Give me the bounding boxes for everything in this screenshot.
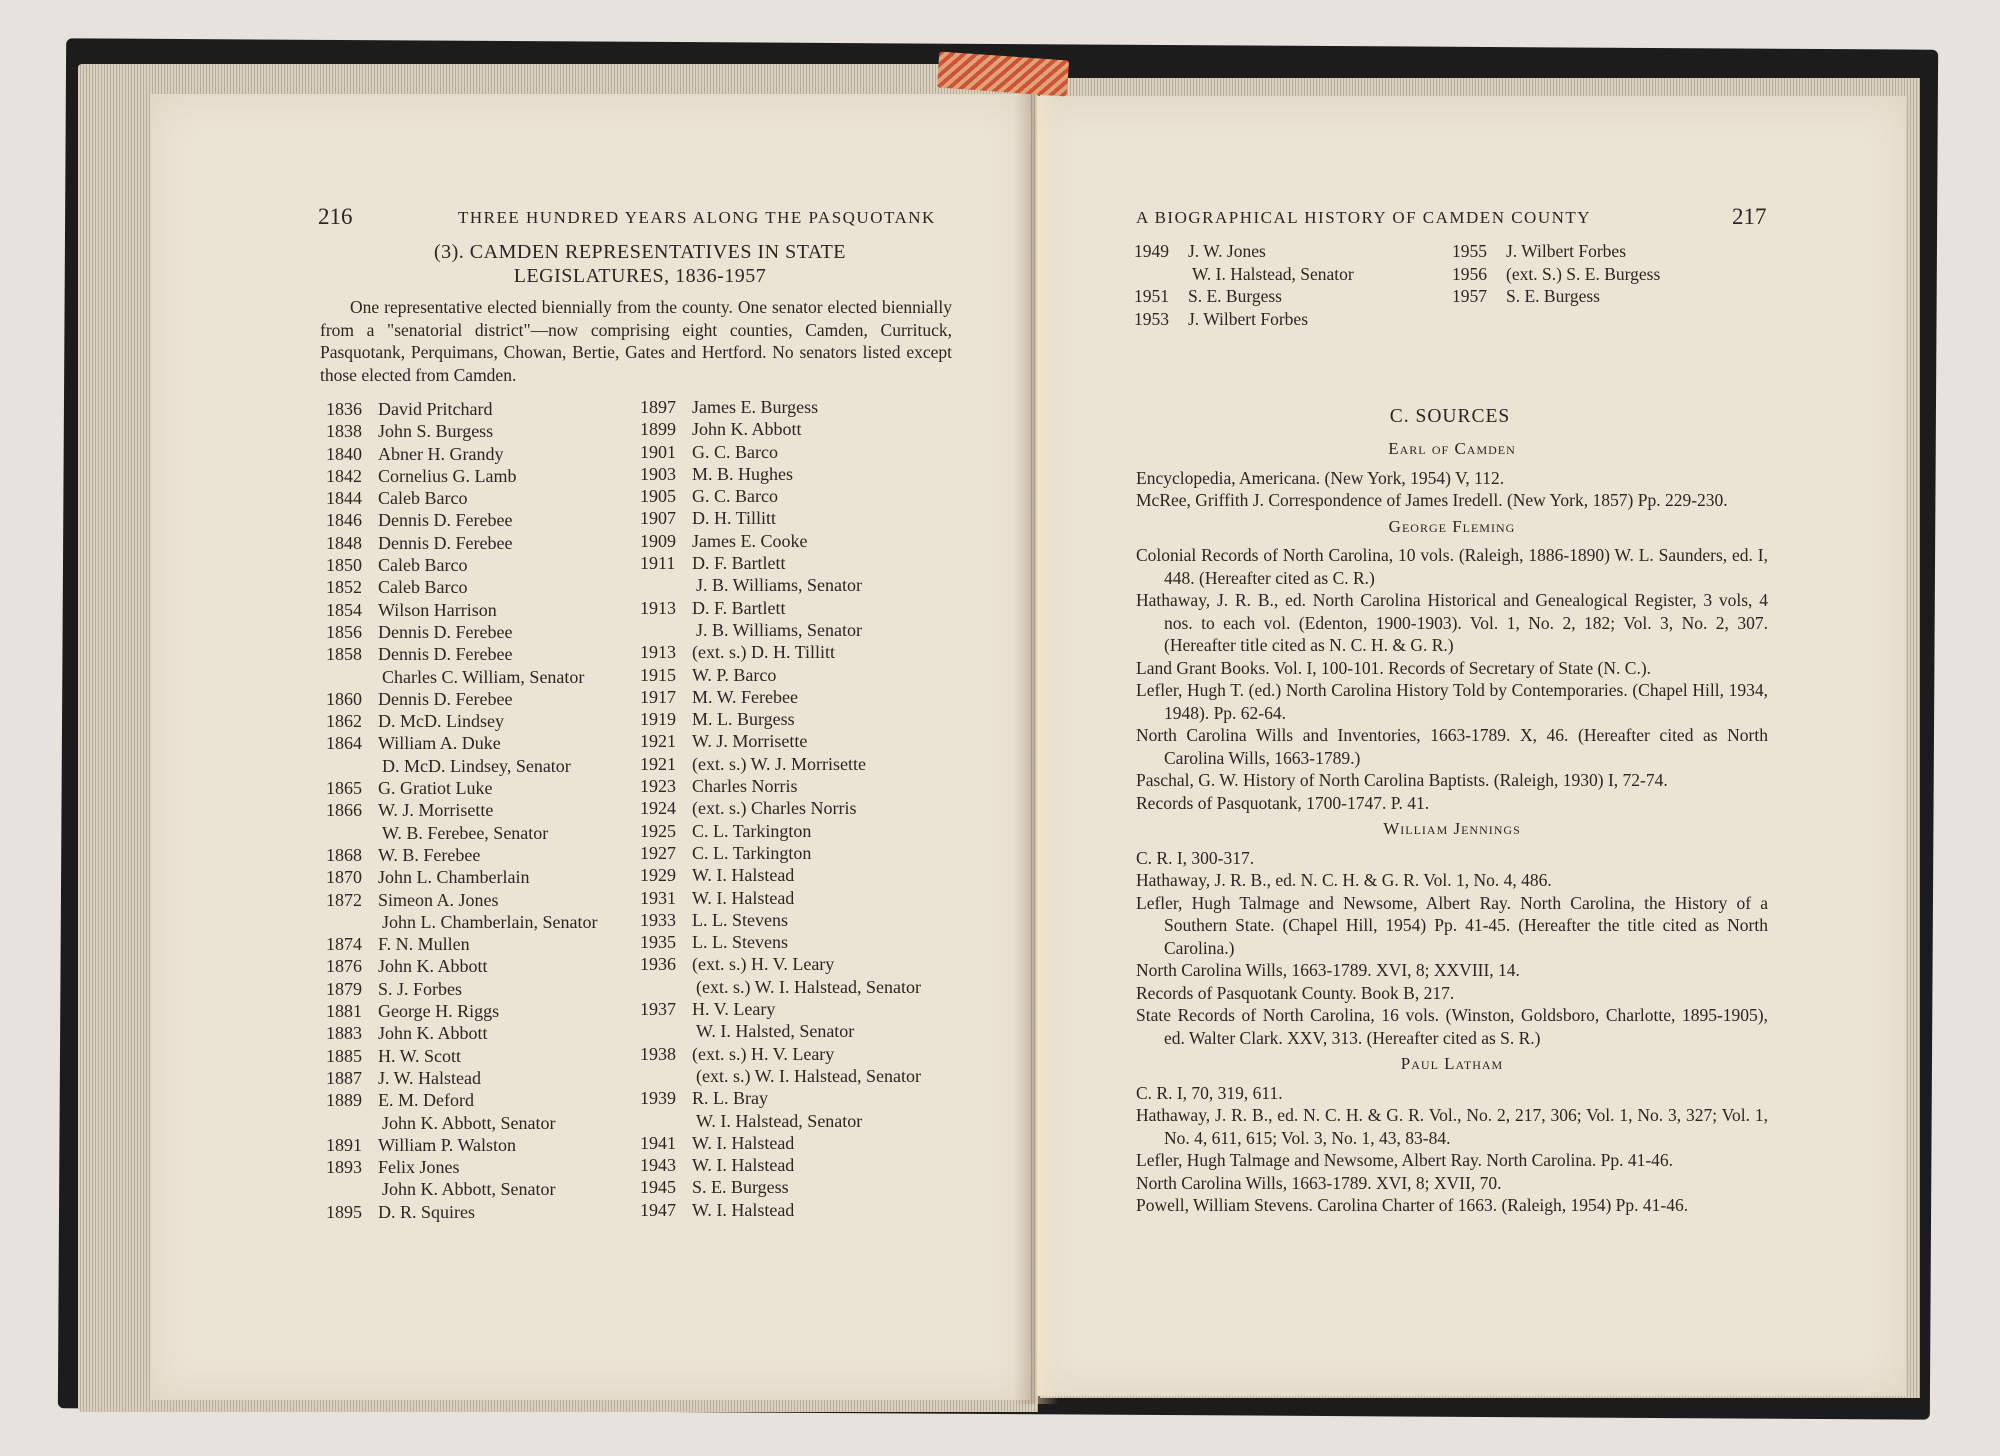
representative-name: George H. Riggs — [378, 1001, 500, 1022]
representatives-column-b — [640, 396, 921, 1221]
representative-name: G. C. Barco — [692, 441, 778, 462]
representative-name: J. Wilbert Forbes — [1188, 308, 1309, 329]
representative-row — [326, 1089, 597, 1111]
year — [640, 1065, 692, 1087]
source-entry: Colonial Records of North Carolina, 10 vols. (Raleigh, 1886-1890) W. L. Saunders, ed. I, 448. (Hereafter cited as C. R.) — [1136, 545, 1768, 588]
year: 1872 — [326, 889, 362, 910]
representative-row — [640, 864, 921, 886]
representative-name: Caleb Barco — [378, 555, 468, 576]
year: 1937 — [640, 999, 676, 1020]
representative-name: Charles C. William, Senator — [382, 666, 585, 687]
representative-name: (ext. s.) H. V. Leary — [692, 954, 835, 975]
source-entry: Lefler, Hugh T. (ed.) North Carolina History Told by Contemporaries. (Chapel Hill, 1934, 1948). Pp. 62-64. — [1136, 680, 1768, 723]
representative-name: D. McD. Lindsey — [378, 711, 504, 732]
representative-name: Caleb Barco — [378, 577, 468, 598]
representative-name: H. V. Leary — [692, 999, 776, 1020]
representative-row — [640, 909, 921, 931]
year: 1929 — [640, 865, 676, 886]
representative-name: C. L. Tarkington — [692, 842, 812, 863]
source-entry: Hathaway, J. R. B., ed. N. C. H. & G. R. Vol., No. 2, 217, 306; Vol. 1, No. 3, 327; Vol. 1, No. 4, 611, 615; Vol. 3, No. 1, 43, 83-84. — [1136, 1105, 1768, 1148]
representative-row — [326, 621, 597, 643]
year: 1936 — [640, 954, 676, 975]
source-group-heading: George Fleming — [1388, 516, 1516, 536]
source-group — [1136, 1053, 1768, 1217]
year: 1844 — [326, 488, 362, 509]
representative-row — [326, 1022, 597, 1044]
representative-row — [326, 710, 597, 732]
representative-row — [326, 1112, 597, 1134]
representative-row — [326, 1067, 597, 1089]
representative-row — [326, 911, 597, 933]
year: 1919 — [640, 709, 676, 730]
year: 1848 — [326, 532, 362, 553]
year: 1955 — [1452, 241, 1487, 261]
year: 1899 — [640, 419, 676, 440]
representative-row — [640, 1110, 921, 1132]
representative-row — [640, 1154, 921, 1176]
representative-name: W. I. Halstead — [692, 1132, 795, 1153]
continued-list-b — [1452, 240, 1660, 308]
year — [326, 911, 378, 933]
representative-row — [326, 1156, 597, 1178]
representative-row — [640, 931, 921, 953]
representative-row — [326, 933, 597, 955]
year: 1931 — [640, 887, 676, 908]
representative-name: James E. Cooke — [692, 530, 808, 551]
representative-row — [640, 998, 921, 1020]
source-entry: Lefler, Hugh Talmage and Newsome, Albert Ray. North Carolina. Pp. 41-46. — [1136, 1150, 1674, 1170]
representative-row — [640, 953, 921, 975]
representative-row — [1452, 285, 1660, 308]
year: 1887 — [326, 1067, 362, 1088]
representative-name: H. W. Scott — [378, 1045, 462, 1066]
representative-row — [326, 688, 597, 710]
year: 1876 — [326, 956, 362, 977]
year: 1881 — [326, 1001, 362, 1022]
representative-name: D. F. Bartlett — [692, 597, 786, 618]
representative-row — [640, 530, 921, 552]
year: 1866 — [326, 800, 362, 821]
year: 1913 — [640, 597, 676, 618]
year: 1943 — [640, 1155, 676, 1176]
year: 1865 — [326, 778, 362, 799]
year: 1935 — [640, 932, 676, 953]
representative-row — [326, 978, 597, 1000]
representative-name: Dennis D. Ferebee — [378, 532, 513, 553]
representative-name: M. L. Burgess — [692, 709, 795, 730]
representative-name: James E. Burgess — [692, 397, 819, 417]
representative-row — [326, 955, 597, 977]
representative-row — [640, 574, 921, 596]
year: 1895 — [326, 1201, 362, 1222]
intro-paragraph: One representative elected biennially from the county. One senator elected biennially from a "senatorial district"—now comprising eight counties, Camden, Currituck, Pasquotank, Perquimans, Chowan, Bertie, Gates and Hertford. No senators listed except those elected from Camden. — [320, 297, 952, 385]
representative-row — [326, 1134, 597, 1156]
representative-name: (ext. S.) S. E. Burgess — [1506, 263, 1661, 284]
representative-name: Dennis D. Ferebee — [378, 510, 513, 531]
representative-row — [640, 686, 921, 708]
year: 1911 — [640, 553, 676, 574]
year: 1856 — [326, 621, 362, 642]
year: 1925 — [640, 820, 676, 841]
representative-row — [640, 396, 921, 418]
representative-name: (ext. s.) W. J. Morrisette — [692, 753, 866, 774]
year: 1941 — [640, 1132, 676, 1153]
source-entry: North Carolina Wills, 1663-1789. XVI, 8; XVII, 70. — [1136, 1172, 1502, 1193]
left-folio: 216 — [318, 204, 353, 229]
source-group — [1136, 516, 1768, 815]
representative-name: D. McD. Lindsey, Senator — [382, 755, 571, 776]
representative-name: Simeon A. Jones — [378, 889, 499, 910]
representative-row — [640, 1065, 921, 1087]
year — [640, 1020, 692, 1042]
representative-row — [326, 465, 597, 487]
representative-name: W. I. Halstead, Senator — [696, 1110, 863, 1131]
year — [326, 666, 378, 688]
representative-name: W. B. Ferebee, Senator — [382, 822, 549, 843]
representative-row — [326, 732, 597, 754]
representative-name: J. B. Williams, Senator — [696, 619, 862, 640]
year: 1893 — [326, 1157, 362, 1178]
representative-name: Dennis D. Ferebee — [378, 644, 513, 665]
source-entry: North Carolina Wills and Inventories, 1663-1789. X, 46. (Hereafter cited as North Carolina Wills, 1663-1789.) — [1136, 725, 1768, 768]
year — [640, 574, 692, 596]
year: 1938 — [640, 1043, 676, 1064]
year: 1889 — [326, 1090, 362, 1111]
year: 1868 — [326, 844, 362, 865]
year: 1870 — [326, 867, 362, 888]
year: 1836 — [326, 399, 362, 419]
year: 1949 — [1134, 241, 1169, 261]
year: 1846 — [326, 510, 362, 531]
representative-name: E. M. Deford — [378, 1090, 474, 1111]
representative-name: John K. Abbott, Senator — [382, 1179, 556, 1200]
representative-name: W. P. Barco — [692, 664, 777, 685]
year: 1860 — [326, 688, 362, 709]
representative-name: F. N. Mullen — [378, 934, 470, 955]
representative-name: Wilson Harrison — [378, 599, 497, 620]
source-entry: Paschal, G. W. History of North Carolina Baptists. (Raleigh, 1930) I, 72-74. — [1136, 770, 1668, 790]
representative-name: W. I. Halsted, Senator — [696, 1021, 855, 1042]
representative-row — [326, 844, 597, 866]
representative-name: S. E. Burgess — [1188, 286, 1282, 306]
source-entry: C. R. I, 70, 319, 611. — [1136, 1082, 1283, 1103]
year: 1852 — [326, 577, 362, 598]
year: 1951 — [1134, 286, 1169, 306]
representative-name: J. B. Williams, Senator — [696, 575, 862, 596]
continued-list-a — [1134, 240, 1354, 330]
representative-row — [326, 576, 597, 598]
representative-row — [326, 799, 597, 821]
source-entry: Records of Pasquotank County. Book B, 217. — [1136, 982, 1455, 1003]
representative-name: C. L. Tarkington — [692, 820, 812, 841]
representatives-column-a — [326, 398, 597, 1223]
source-entry: Hathaway, J. R. B., ed. N. C. H. & G. R. Vol. 1, No. 4, 486. — [1136, 870, 1552, 890]
sources-list — [1136, 434, 1768, 1217]
representative-row — [640, 1132, 921, 1154]
representative-name: D. F. Bartlett — [692, 553, 786, 574]
representative-row — [326, 532, 597, 554]
source-group-heading: Paul Latham — [1400, 1054, 1504, 1073]
year: 1883 — [326, 1023, 362, 1044]
year: 1921 — [640, 731, 676, 752]
representative-name: William P. Walston — [378, 1134, 516, 1155]
source-group — [1136, 438, 1768, 512]
representative-name: J. W. Halstead — [378, 1067, 481, 1088]
representative-name: Caleb Barco — [378, 488, 468, 509]
representative-row — [640, 552, 921, 574]
representative-row — [326, 822, 597, 844]
representative-row — [326, 443, 597, 465]
source-entry: Lefler, Hugh Talmage and Newsome, Albert Ray. North Carolina, the History of a Southern State. (Chapel Hill, 1954) Pp. 41-45. (Hereafter the title cited as North Carolina.) — [1136, 892, 1768, 958]
year: 1874 — [326, 934, 362, 955]
representative-row — [640, 418, 921, 440]
representative-name: William A. Duke — [378, 733, 501, 754]
year: 1957 — [1452, 286, 1487, 306]
representative-row — [326, 666, 597, 688]
representative-name: W. I. Halstead — [692, 865, 795, 886]
representative-name: (ext. s.) Charles Norris — [692, 798, 857, 819]
representative-name: John L. Chamberlain — [378, 867, 530, 888]
representative-name: (ext. s.) W. I. Halstead, Senator — [696, 976, 921, 997]
year: 1917 — [640, 686, 676, 707]
year: 1907 — [640, 508, 676, 529]
source-entry: C. R. I, 300-317. — [1136, 847, 1255, 868]
representative-row — [640, 820, 921, 842]
year: 1840 — [326, 443, 362, 464]
year: 1939 — [640, 1088, 676, 1109]
year — [326, 822, 378, 844]
representative-row — [640, 1176, 921, 1198]
representative-name: J. Wilbert Forbes — [1506, 241, 1627, 261]
representative-row — [326, 554, 597, 576]
year — [326, 1112, 378, 1134]
representative-name: W. B. Ferebee — [378, 844, 481, 865]
representative-name: D. H. Tillitt — [692, 508, 777, 529]
representative-name: M. B. Hughes — [692, 463, 794, 484]
representative-row — [640, 708, 921, 730]
representative-name: G. C. Barco — [692, 486, 778, 507]
year — [640, 1110, 692, 1132]
representative-name: Charles Norris — [692, 776, 798, 797]
representative-name: David Pritchard — [378, 399, 493, 419]
representative-row — [326, 1201, 597, 1223]
representative-row — [326, 643, 597, 665]
representative-name: (ext. s.) D. H. Tillitt — [692, 642, 836, 663]
representative-row — [326, 1178, 597, 1200]
representative-name: G. Gratiot Luke — [378, 778, 493, 799]
source-group-heading: Earl of Camden — [1388, 439, 1516, 458]
source-entry: Powell, William Stevens. Carolina Charter of 1663. (Raleigh, 1954) Pp. 41-46. — [1136, 1195, 1689, 1215]
representative-row — [326, 755, 597, 777]
year: 1891 — [326, 1134, 362, 1155]
representative-row — [640, 441, 921, 463]
representative-name: R. L. Bray — [692, 1088, 768, 1109]
representative-row — [1452, 240, 1660, 263]
source-entry: North Carolina Wills, 1663-1789. XVI, 8; XXVIII, 14. — [1136, 960, 1520, 980]
representative-row — [326, 889, 597, 911]
year: 1921 — [640, 753, 676, 774]
representative-row — [640, 797, 921, 819]
year: 1897 — [640, 397, 676, 417]
year: 1838 — [326, 421, 362, 442]
representative-name: L. L. Stevens — [692, 909, 788, 930]
representative-row — [640, 842, 921, 864]
year: 1913 — [640, 642, 676, 663]
year: 1903 — [640, 463, 676, 484]
section-title — [300, 240, 980, 288]
representative-name: Dennis D. Ferebee — [378, 621, 513, 642]
representative-name: W. I. Halstead — [692, 887, 795, 908]
representative-row — [640, 1087, 921, 1109]
representative-name: Cornelius G. Lamb — [378, 465, 517, 486]
book-gutter — [1014, 90, 1058, 1404]
representative-name: John K. Abbott, Senator — [382, 1112, 556, 1133]
representative-name: W. J. Morrisette — [692, 731, 808, 752]
representative-name: S. E. Burgess — [1506, 286, 1600, 306]
representative-row — [326, 1000, 597, 1022]
representative-name: Felix Jones — [378, 1157, 460, 1178]
year: 1945 — [640, 1177, 676, 1198]
year: 1862 — [326, 711, 362, 732]
year: 1850 — [326, 555, 362, 576]
right-folio: 217 — [1732, 204, 1767, 229]
representative-name: M. W. Ferebee — [692, 686, 798, 707]
representative-name: W. I. Halstead, Senator — [1192, 263, 1354, 284]
year: 1924 — [640, 798, 676, 819]
year: 1927 — [640, 842, 676, 863]
year — [640, 976, 692, 998]
representative-row — [640, 730, 921, 752]
year: 1909 — [640, 530, 676, 551]
source-entry: McRee, Griffith J. Correspondence of James Iredell. (New York, 1857) Pp. 229-230. — [1136, 490, 1728, 510]
source-entry: Encyclopedia, Americana. (New York, 1954) V, 112. — [1136, 467, 1505, 488]
representative-row — [1134, 285, 1354, 308]
representative-name: (ext. s.) H. V. Leary — [692, 1043, 835, 1064]
section-title-line-2: LEGISLATURES, 1836-1957 — [513, 265, 767, 287]
representative-row — [640, 976, 921, 998]
year: 1905 — [640, 486, 676, 507]
representative-row — [326, 1045, 597, 1067]
representative-row — [1134, 240, 1354, 263]
representative-row — [640, 887, 921, 909]
year — [640, 619, 692, 641]
representative-row — [640, 463, 921, 485]
representative-row — [1134, 263, 1354, 286]
year: 1915 — [640, 664, 676, 685]
representative-row — [326, 777, 597, 799]
representative-name: L. L. Stevens — [692, 932, 788, 953]
representative-name: S. E. Burgess — [692, 1177, 789, 1198]
representative-row — [326, 398, 597, 420]
representative-row — [640, 597, 921, 619]
representative-row — [640, 507, 921, 529]
representative-name: W. I. Halstead — [692, 1199, 795, 1220]
representative-name: W. I. Halstead — [692, 1155, 795, 1176]
source-group — [1136, 818, 1768, 1049]
representative-name: Abner H. Grandy — [378, 443, 504, 464]
year: 1854 — [326, 599, 362, 620]
representative-name: John K. Abbott — [378, 1023, 488, 1044]
source-entry: Records of Pasquotank, 1700-1747. P. 41. — [1136, 792, 1430, 813]
representative-row — [640, 485, 921, 507]
year: 1923 — [640, 776, 676, 797]
section-title-line-1: (3). CAMDEN REPRESENTATIVES IN STATE — [433, 241, 846, 263]
representative-row — [640, 664, 921, 686]
right-running-head: A BIOGRAPHICAL HISTORY OF CAMDEN COUNTY — [1136, 208, 1592, 227]
source-entry: State Records of North Carolina, 16 vols. (Winston, Goldsboro, Charlotte, 1895-1905), ed. Walter Clark. XXV, 313. (Hereafter cited as S. R.) — [1136, 1005, 1768, 1048]
representative-row — [1452, 263, 1660, 286]
year: 1879 — [326, 978, 362, 999]
representative-name: (ext. s.) W. I. Halstead, Senator — [696, 1065, 921, 1086]
representative-row — [326, 420, 597, 442]
year: 1933 — [640, 909, 676, 930]
representative-row — [326, 599, 597, 621]
year: 1956 — [1452, 263, 1487, 284]
representative-row — [640, 753, 921, 775]
sources-title: C. SOURCES — [1389, 406, 1511, 427]
year: 1858 — [326, 644, 362, 665]
representative-row — [640, 775, 921, 797]
representative-row — [640, 1043, 921, 1065]
representative-name: W. J. Morrisette — [378, 800, 494, 821]
source-entry: Land Grant Books. Vol. I, 100-101. Records of Secretary of State (N. C.). — [1136, 657, 1652, 678]
source-entry: Hathaway, J. R. B., ed. North Carolina Historical and Genealogical Register, 3 vols, 4 nos. to each vol. (Edenton, 1900-1903). Vol. 1, No. 2, 182; Vol. 3, No. 2, 307. (Hereafter title cited as N. C. H. & G. R.) — [1136, 590, 1768, 655]
year: 1885 — [326, 1045, 362, 1066]
representative-row — [640, 619, 921, 641]
year: 1864 — [326, 733, 362, 754]
year — [326, 755, 378, 777]
year: 1953 — [1134, 308, 1169, 329]
representative-row — [640, 1199, 921, 1221]
representative-row — [640, 1020, 921, 1042]
year: 1842 — [326, 465, 362, 486]
year: 1947 — [640, 1199, 676, 1220]
left-running-head: THREE HUNDRED YEARS ALONG THE PASQUOTANK — [458, 208, 936, 227]
source-group-heading: William Jennings — [1383, 819, 1521, 838]
representative-row — [326, 509, 597, 531]
representative-row — [1134, 308, 1354, 331]
year: 1901 — [640, 441, 676, 462]
year — [1134, 263, 1188, 286]
representative-name: D. R. Squires — [378, 1201, 476, 1222]
representative-name: John L. Chamberlain, Senator — [382, 911, 598, 932]
representative-row — [326, 866, 597, 888]
representative-name: John S. Burgess — [378, 421, 494, 442]
representative-row — [640, 641, 921, 663]
representative-name: J. W. Jones — [1188, 241, 1266, 261]
representative-name: Dennis D. Ferebee — [378, 688, 513, 709]
representative-name: John K. Abbott — [378, 956, 488, 977]
representative-row — [326, 487, 597, 509]
representative-name: S. J. Forbes — [378, 978, 463, 999]
year — [326, 1178, 378, 1200]
representative-name: John K. Abbott — [692, 419, 802, 440]
